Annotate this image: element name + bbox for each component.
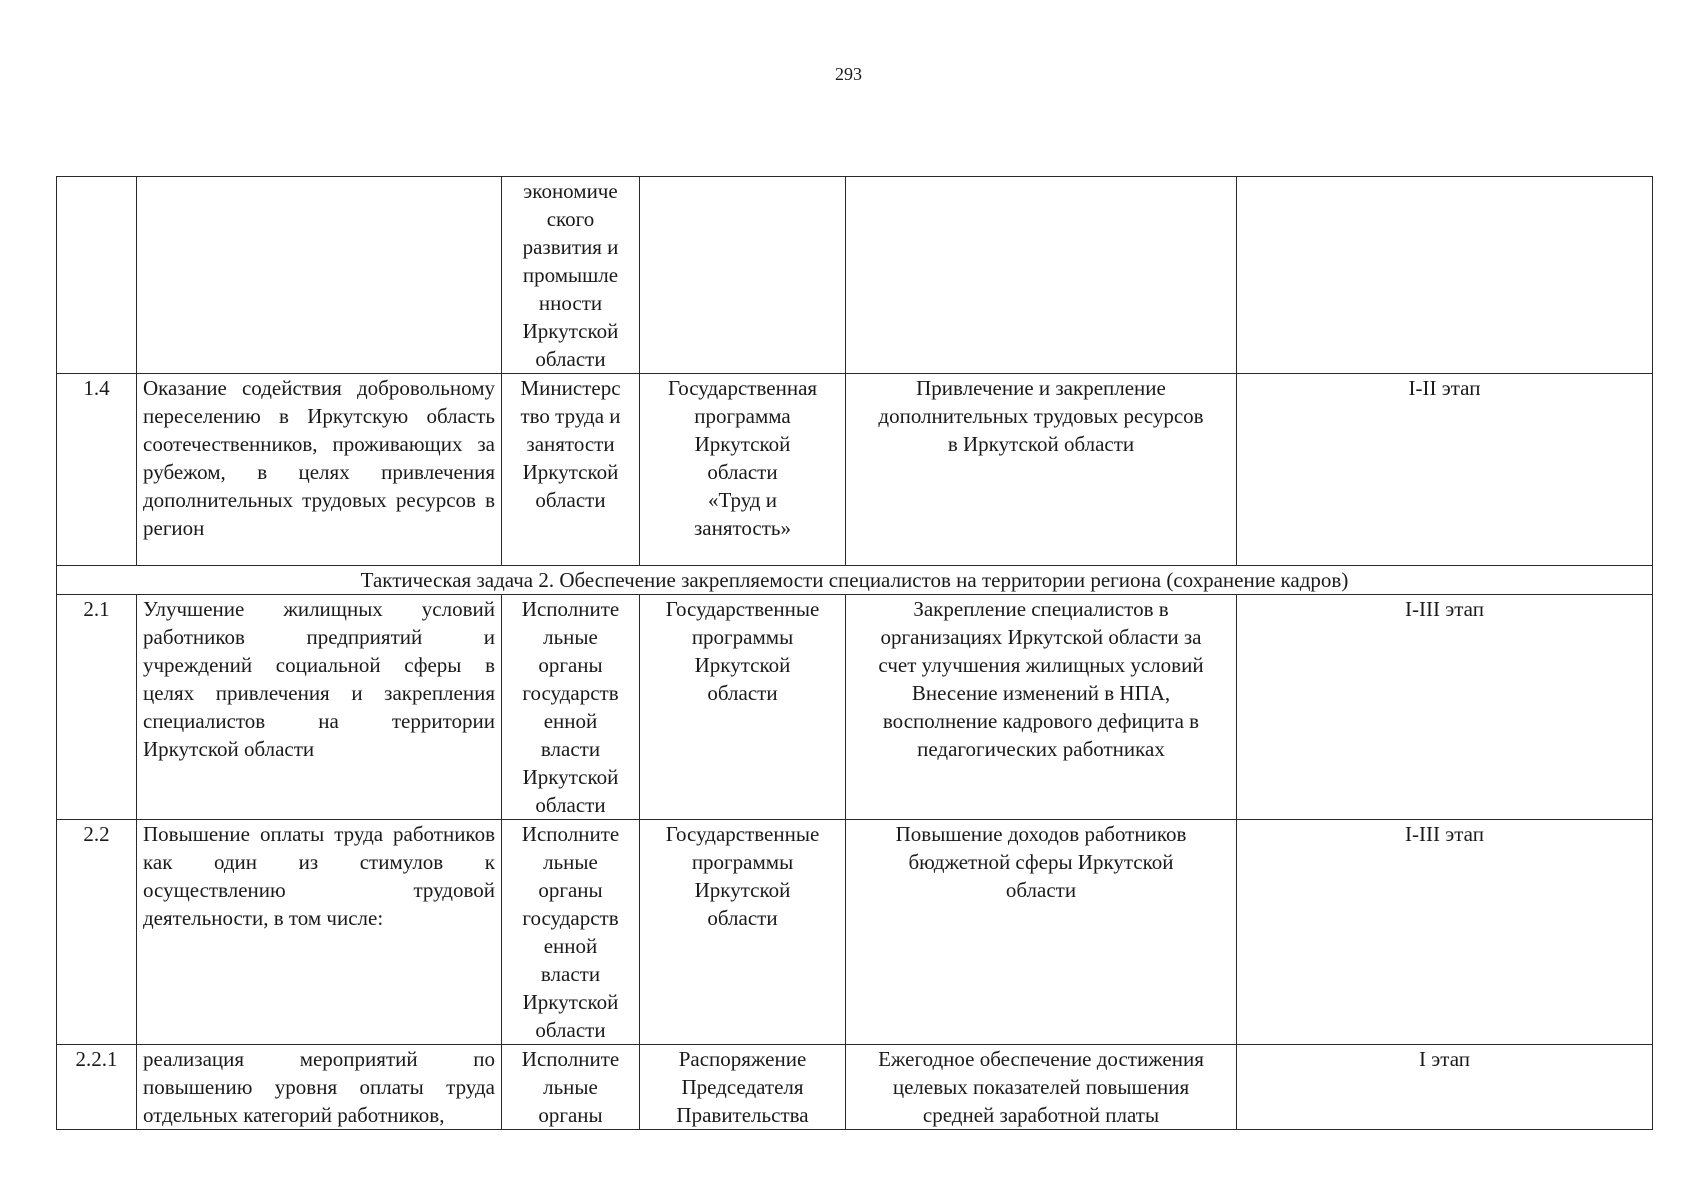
executor-line: государств (522, 906, 619, 930)
executor-line: нности (538, 291, 603, 315)
mechanism-line: Иркутской (694, 432, 791, 456)
mechanism-line: Иркутской (694, 878, 791, 902)
row-number-cell: 2.1 (57, 595, 137, 820)
executor-line: льные (543, 850, 598, 874)
executor-line: енной (543, 934, 598, 958)
page-number: 293 (835, 64, 862, 84)
result-line: в Иркутской области (947, 432, 1135, 456)
table-row (57, 820, 1653, 1045)
executor-line: промышле (522, 263, 619, 287)
result-line: Ежегодное обеспечение достижения (878, 1047, 1204, 1071)
executor-line: Исполните (521, 597, 620, 621)
tactical-task-heading: Тактическая задача 2. Обеспечение закрепляемости специалистов на территории региона (сохранение кадров) (57, 566, 1653, 595)
executor-line: экономиче (523, 179, 618, 203)
executor-line: Министерс (520, 376, 621, 400)
stage-cell: I этап (1237, 1045, 1653, 1130)
result-line: Повышение доходов работников (895, 822, 1187, 846)
stage-cell (1237, 177, 1653, 374)
mechanism-cell (640, 177, 846, 374)
executor-line: Иркутской (522, 319, 619, 343)
executor-line: льные (543, 625, 598, 649)
executor-line: Иркутской (522, 765, 619, 789)
row-number-cell: 2.2 (57, 820, 137, 1045)
result-cell (846, 374, 1237, 566)
result-cell (846, 595, 1237, 820)
executor-cell (502, 177, 640, 374)
mechanism-line: программа (694, 404, 791, 428)
executor-cell (502, 1045, 640, 1130)
measure-cell: Повышение оплаты труда работников как один из стимулов к осуществлению трудовой деятельности, в том числе: (137, 820, 502, 1045)
executor-line: Исполните (521, 822, 620, 846)
mechanism-line: программы (691, 850, 794, 874)
mechanism-cell (640, 820, 846, 1045)
executor-line: Иркутской (522, 990, 619, 1014)
mechanism-line: Правительства (676, 1103, 809, 1127)
executor-line: власти (540, 962, 601, 986)
table-row (57, 595, 1653, 820)
result-line: счет улучшения жилищных условий (878, 653, 1204, 677)
executor-line: льные (543, 1075, 598, 1099)
mechanism-cell (640, 595, 846, 820)
result-cell (846, 820, 1237, 1045)
mechanism-line: Председателя (681, 1075, 804, 1099)
row-number-cell (57, 177, 137, 374)
result-cell (846, 177, 1237, 374)
mechanism-line: Государственная (667, 376, 818, 400)
mechanism-line: программы (691, 625, 794, 649)
table-row (57, 374, 1653, 566)
result-line: средней заработной платы (922, 1103, 1160, 1127)
executor-line: органы (538, 1103, 603, 1127)
mechanism-cell (640, 1045, 846, 1130)
result-line: Внесение изменений в НПА, (911, 681, 1171, 705)
executor-line: енной (543, 709, 598, 733)
executor-line: органы (538, 878, 603, 902)
stage-cell: I-II этап (1237, 374, 1653, 566)
executor-line: области (535, 488, 606, 512)
mechanism-line: «Труд и (707, 488, 778, 512)
measure-cell: реализация мероприятий по повышению уровня оплаты труда отдельных категорий работников, (137, 1045, 502, 1130)
mechanism-line: Распоряжение (678, 1047, 807, 1071)
executor-line: области (535, 1018, 606, 1042)
result-line: организациях Иркутской области за (880, 625, 1202, 649)
result-line: Закрепление специалистов в (913, 597, 1169, 621)
executor-line: области (535, 347, 606, 371)
mechanism-line: Иркутской (694, 653, 791, 677)
executor-cell (502, 595, 640, 820)
result-line: педагогических работниках (917, 737, 1165, 761)
executor-line: власти (540, 737, 601, 761)
mechanism-cell (640, 374, 846, 566)
result-line: бюджетной сферы Иркутской (908, 850, 1174, 874)
measure-cell (137, 177, 502, 374)
result-line: дополнительных трудовых ресурсов (878, 404, 1204, 428)
stage-cell: I-III этап (1237, 595, 1653, 820)
result-line: восполнение кадрового дефицита в (882, 709, 1200, 733)
executor-line: органы (538, 653, 603, 677)
executor-line: области (535, 793, 606, 817)
executor-line: развития и (522, 235, 619, 259)
mechanism-line: области (707, 681, 778, 705)
row-number-cell: 2.2.1 (57, 1045, 137, 1130)
measures-table (56, 176, 1653, 1130)
executor-cell (502, 374, 640, 566)
table-row-continuation (57, 177, 1653, 374)
measure-cell: Оказание содействия добровольному переселению в Иркутскую область соотечественников, проживающих за рубежом, в целях привлечения дополнительных трудовых ресурсов в регион (137, 374, 502, 566)
mechanism-line: области (707, 906, 778, 930)
result-cell (846, 1045, 1237, 1130)
mechanism-line: области (707, 460, 778, 484)
mechanism-line: Государственные (665, 822, 820, 846)
result-line: области (1005, 878, 1077, 902)
result-line: Привлечение и закрепление (916, 376, 1166, 400)
executor-line: ского (546, 207, 595, 231)
executor-cell (502, 820, 640, 1045)
executor-line: Иркутской (522, 460, 619, 484)
executor-line: Исполните (521, 1047, 620, 1071)
table-row (57, 1045, 1653, 1130)
measure-cell: Улучшение жилищных условий работников предприятий и учреждений социальной сферы в целях привлечения и закрепления специалистов на территории Иркутской области (137, 595, 502, 820)
row-number-cell: 1.4 (57, 374, 137, 566)
mechanism-line: занятость» (693, 516, 791, 540)
stage-cell: I-III этап (1237, 820, 1653, 1045)
mechanism-line: Государственные (665, 597, 820, 621)
executor-line: государств (522, 681, 619, 705)
result-line: целевых показателей повышения (892, 1075, 1190, 1099)
executor-line: тво труда и (520, 404, 621, 428)
executor-line: занятости (526, 432, 615, 456)
task-header-row (57, 566, 1653, 595)
